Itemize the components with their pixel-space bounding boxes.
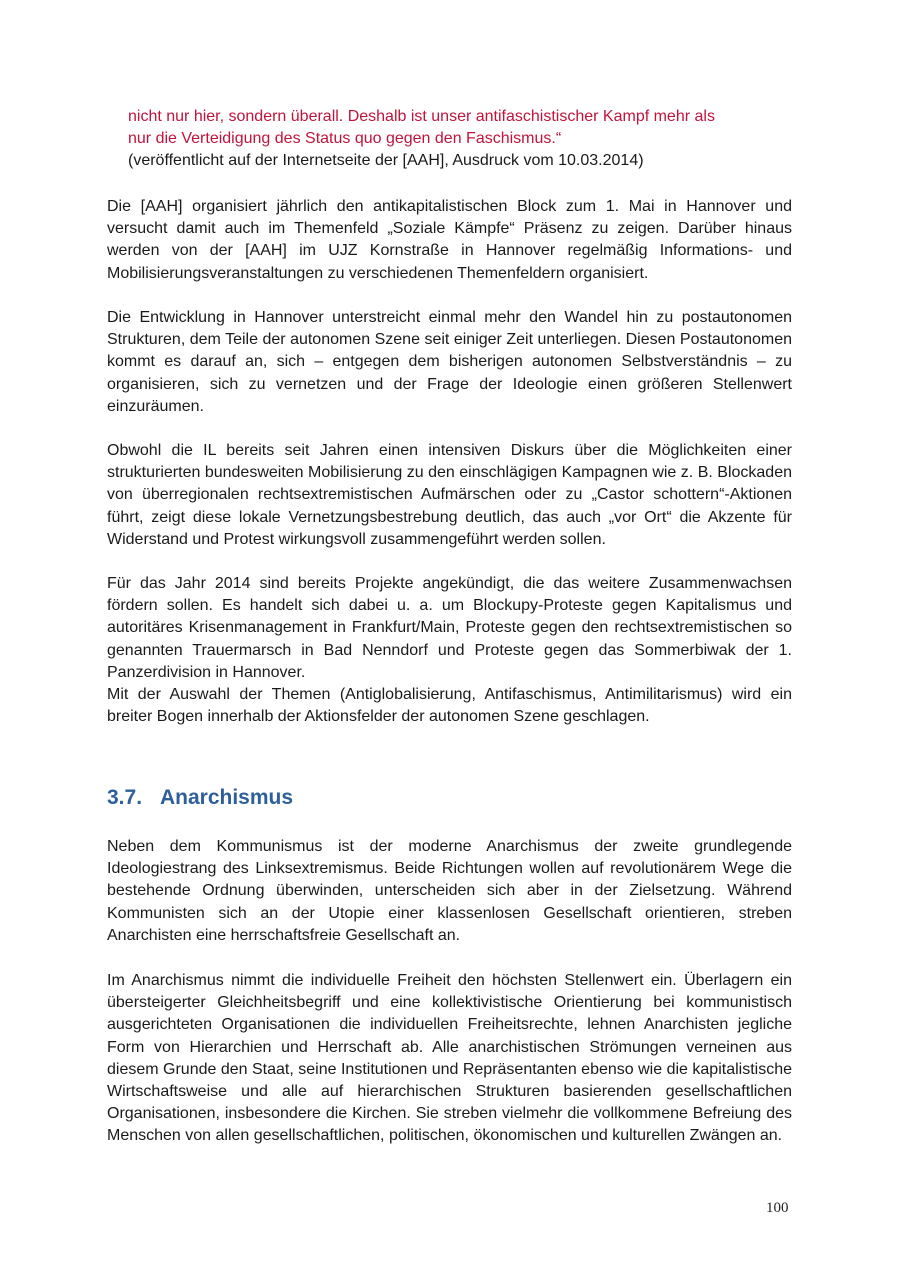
paragraph-anarchism-intro: Neben dem Kommunismus ist der moderne Anarchismus der zweite grundlegende Ideologiestrang des Linksextremismus. Beide Richtungen wollen auf revolutionärem Wege die bestehende Ordnung überwinden, unterscheiden sich aber in der Zielsetzung. Während Kommunisten sich an der Utopie einer klassenlosen Gesellschaft orientieren, streben Anarchisten eine herrschaftsfreie Gesellschaft an.	[107, 838, 792, 944]
quote-source: (veröffentlicht auf der Internetseite der [AAH], Ausdruck vom 10.03.2014)	[128, 152, 644, 169]
page-number: 100	[766, 1200, 789, 1216]
paragraph-il-discourse: Obwohl die IL bereits seit Jahren einen intensiven Diskurs über die Möglichkeiten einer strukturierten bundesweiten Mobilisierung zu den einschlägigen Kampagnen wie z. B. Blockaden von überregionalen rechtsextremistischen Aufmärschen oder zu „Castor schottern“-Aktionen führt, zeigt diese lokale Vernetzungsbestrebung deutlich, das auch „vor Ort“ die Akzente für Widerstand und Protest wirkungsvoll zusammengeführt werden sollen.	[107, 442, 792, 548]
quote-line-2: nur die Verteidigung des Status quo gegen den Faschismus.“	[128, 130, 562, 147]
paragraph-aah-block: Die [AAH] organisiert jährlich den antikapitalistischen Block zum 1. Mai in Hannover und versucht damit auch im Themenfeld „Soziale Kämpfe“ Präsenz zu zeigen. Darüber hinaus werden von der [AAH] im UJZ Kornstraße in Hannover regelmäßig Informations- und Mobilisierungsveranstaltungen zu verschiedenen Themenfeldern organisiert.	[107, 198, 792, 282]
quote-line-1: nicht nur hier, sondern überall. Deshalb ist unser antifaschistischer Kampf mehr als	[128, 108, 715, 125]
section-title: Anarchismus	[160, 786, 294, 809]
quote-block	[128, 106, 788, 172]
paragraph-postautonomous: Die Entwicklung in Hannover unterstreicht einmal mehr den Wandel hin zu postautonomen Strukturen, dem Teile der autonomen Szene seit einiger Zeit unterliegen. Diesen Postautonomen kommt es darauf an, sich – entgegen dem bisherigen autonomen Selbstverständnis – zu organisieren, sich zu vernetzen und der Frage der Ideologie einen größeren Stellenwert einzuräumen.	[107, 309, 792, 415]
section-heading	[107, 786, 293, 810]
paragraph-projects-2014: Für das Jahr 2014 sind bereits Projekte angekündigt, die das weitere Zusammenwachsen fördern sollen. Es handelt sich dabei u. a. um Blockupy-Proteste gegen Kapitalismus und autoritäres Krisenmanagement in Frankfurt/Main, Proteste gegen den rechtsextremistischen so genannten Trauermarsch in Bad Nenndorf und Proteste gegen das Sommerbiwak der 1. Panzerdivision in Hannover.	[107, 575, 792, 681]
section-number: 3.7.	[107, 786, 143, 809]
paragraph-anarchism-freedom: Im Anarchismus nimmt die individuelle Freiheit den höchsten Stellenwert ein. Überlagern ein übersteigerter Gleichheitsbegriff und eine kollektivistische Orientierung bei kommunistisch ausgerichteten Organisationen die individuellen Freiheitsrechte, lehnen Anarchisten jegliche Form von Hierarchien und Herrschaft ab. Alle anarchistischen Strömungen verneinen aus diesem Grunde den Staat, seine Institutionen und Repräsentanten ebenso wie die kapitalistische Wirtschaftsweise und alle auf hierarchischen Strukturen basierenden gesellschaftlichen Organisationen, insbesondere die Kirchen. Sie streben vielmehr die vollkommene Befreiung des Menschen von allen gesellschaftlichen, politischen, ökonomischen und kulturellen Zwängen an.	[107, 972, 792, 1145]
paragraph-themes: Mit der Auswahl der Themen (Antiglobalisierung, Antifaschismus, Antimilitarismus) wird ein breiter Bogen innerhalb der Aktionsfelder der autonomen Szene geschlagen.	[107, 686, 792, 726]
